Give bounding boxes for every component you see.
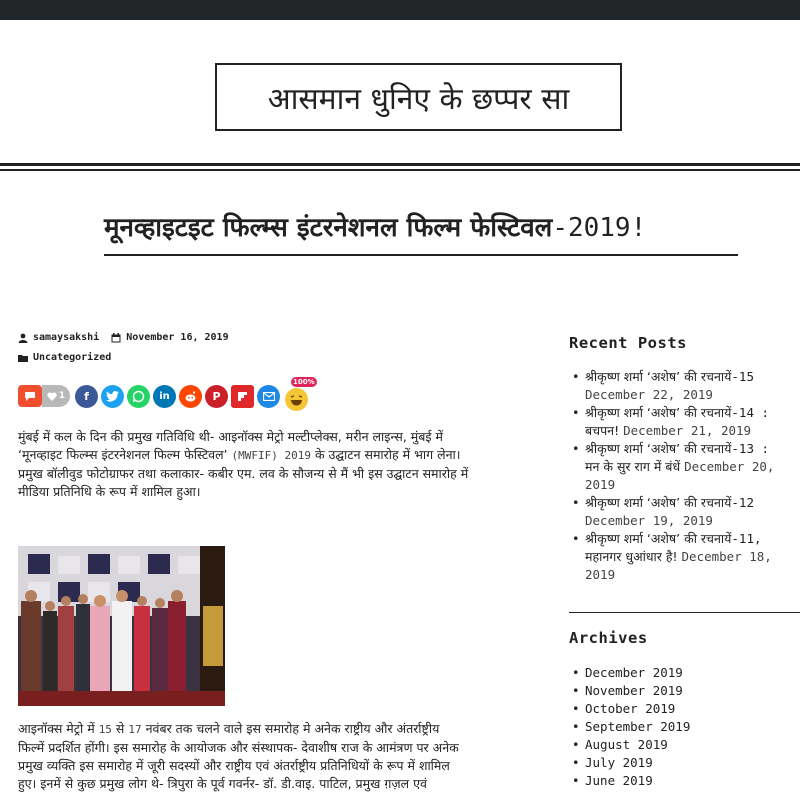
author-icon	[18, 333, 28, 343]
archive-item[interactable]: • November 2019	[569, 682, 690, 700]
category-link[interactable]: Uncategorized	[33, 352, 112, 363]
like-button[interactable]	[42, 385, 70, 407]
site-title[interactable]	[215, 63, 622, 131]
share-bar	[18, 378, 315, 411]
flipboard-icon[interactable]	[231, 385, 254, 408]
emoji-reaction-icon[interactable]	[285, 378, 315, 409]
archive-item[interactable]: • August 2019	[569, 736, 690, 754]
title-underline	[104, 254, 738, 256]
reddit-icon[interactable]	[179, 385, 202, 408]
post-meta	[18, 332, 229, 343]
comment-icon[interactable]	[18, 385, 42, 407]
whatsapp-icon[interactable]	[127, 385, 150, 408]
post-category-row	[18, 352, 111, 363]
recent-post-item[interactable]: • श्रीकृष्ण शर्मा ‘अशेष’ की रचनायें-13 : मन के सुर राग में बंधें December 20, 2019	[569, 440, 800, 494]
post-paragraph-1	[18, 428, 542, 501]
para2-line: आइनॉक्स मेट्रो में 15 से 17 नवंबर तक चलने वाले इस समारोह मे अनेक राष्ट्रीय और अंतर्राष्ट्रीय	[18, 721, 440, 736]
recent-posts-heading: Recent Posts	[569, 334, 687, 352]
post-title-suffix: -2019!	[552, 213, 647, 243]
recent-post-item[interactable]: • श्रीकृष्ण शर्मा ‘अशेष’ की रचनायें-11, महानगर धुआंधार है! December 18, 2019	[569, 530, 800, 584]
recent-post-item[interactable]: • श्रीकृष्ण शर्मा ‘अशेष’ की रचनायें-12 December 19, 2019	[569, 494, 800, 530]
twitter-icon[interactable]	[101, 385, 124, 408]
pinterest-icon[interactable]: P	[205, 385, 228, 408]
header-rule-top	[0, 163, 800, 166]
para1-line: ‘मूनव्हाइट फिल्म्स इंटरनेशनल फिल्म फेस्टिवल’ (MWFIF) 2019 के उद्घाटन समारोह में भाग लेना।	[18, 447, 461, 462]
para1-line: मुंबई में कल के दिन की प्रमुख गतिविधि थी- आइनॉक्स मेट्रो मल्टीप्लेक्स, मरीन लाइन्स, मुंबई में	[18, 429, 443, 444]
post-paragraph-2	[18, 720, 542, 793]
archives-list	[569, 664, 690, 790]
header-rule-bottom	[0, 169, 800, 171]
email-icon[interactable]	[257, 385, 280, 408]
archive-item[interactable]: • December 2019	[569, 664, 690, 682]
archive-item[interactable]: • September 2019	[569, 718, 690, 736]
site-title-text: आसमान धुनिए के छप्पर सा	[267, 81, 570, 117]
author-link[interactable]: samaysakshi	[33, 332, 100, 343]
post-title-text: मूनव्हाइटइट फिल्म्स इंटरनेशनल फिल्म फेस्टिवल	[104, 213, 553, 243]
top-admin-bar	[0, 0, 800, 20]
recent-post-item[interactable]: • श्रीकृष्ण शर्मा ‘अशेष’ की रचनायें-15 December 22, 2019	[569, 368, 800, 404]
archives-heading: Archives	[569, 629, 648, 647]
like-count: 1	[58, 391, 66, 401]
linkedin-icon[interactable]: in	[153, 385, 176, 408]
archive-item[interactable]: • October 2019	[569, 700, 690, 718]
event-photo[interactable]	[18, 546, 225, 706]
calendar-icon	[111, 333, 121, 343]
para2-line: प्रमुख व्यक्ति इस समारोह में जूरी सदस्यों और राष्ट्रीय एवं अंतर्राष्ट्रीय प्रतिनिधियों के रूप में शामिल	[18, 758, 450, 773]
post-title	[104, 208, 744, 244]
laughing-emoji-icon	[285, 388, 308, 411]
reaction-badge: 100%	[293, 378, 315, 386]
recent-post-item[interactable]: • श्रीकृष्ण शर्मा ‘अशेष’ की रचनायें-14 : बचपन! December 21, 2019	[569, 404, 800, 440]
archive-item[interactable]: • June 2019	[569, 772, 690, 790]
para2-line: फिल्में प्रदर्शित होंगी। इस समारोह के आयोजक और संस्थापक- देवाशीष राज के आमंत्रण पर अनेक	[18, 740, 459, 755]
para2-line: हुए। इनमें से कुछ प्रमुख लोग थे- त्रिपुरा के पूर्व गवर्नर- डॉ. डी.वाइ. पाटिल, प्रमुख ग़ज़ल एवं	[18, 776, 427, 791]
post-date-link[interactable]: November 16, 2019	[126, 332, 229, 343]
sidebar-divider	[569, 612, 800, 613]
archive-item[interactable]: • July 2019	[569, 754, 690, 772]
para1-line: मीडिया प्रतिनिधि के रूप में शामिल हुआ।	[18, 484, 201, 499]
para1-line: प्रमुख बॉलीवुड फोटोग्राफर तथा कलाकार- कबीर एम. लव के सौजन्य से मैं भी इस उद्घाटन समारोह में	[18, 466, 469, 481]
recent-posts-list	[569, 368, 800, 584]
folder-icon	[18, 353, 28, 363]
like-icon	[47, 392, 57, 401]
facebook-icon[interactable]: f	[75, 385, 98, 408]
